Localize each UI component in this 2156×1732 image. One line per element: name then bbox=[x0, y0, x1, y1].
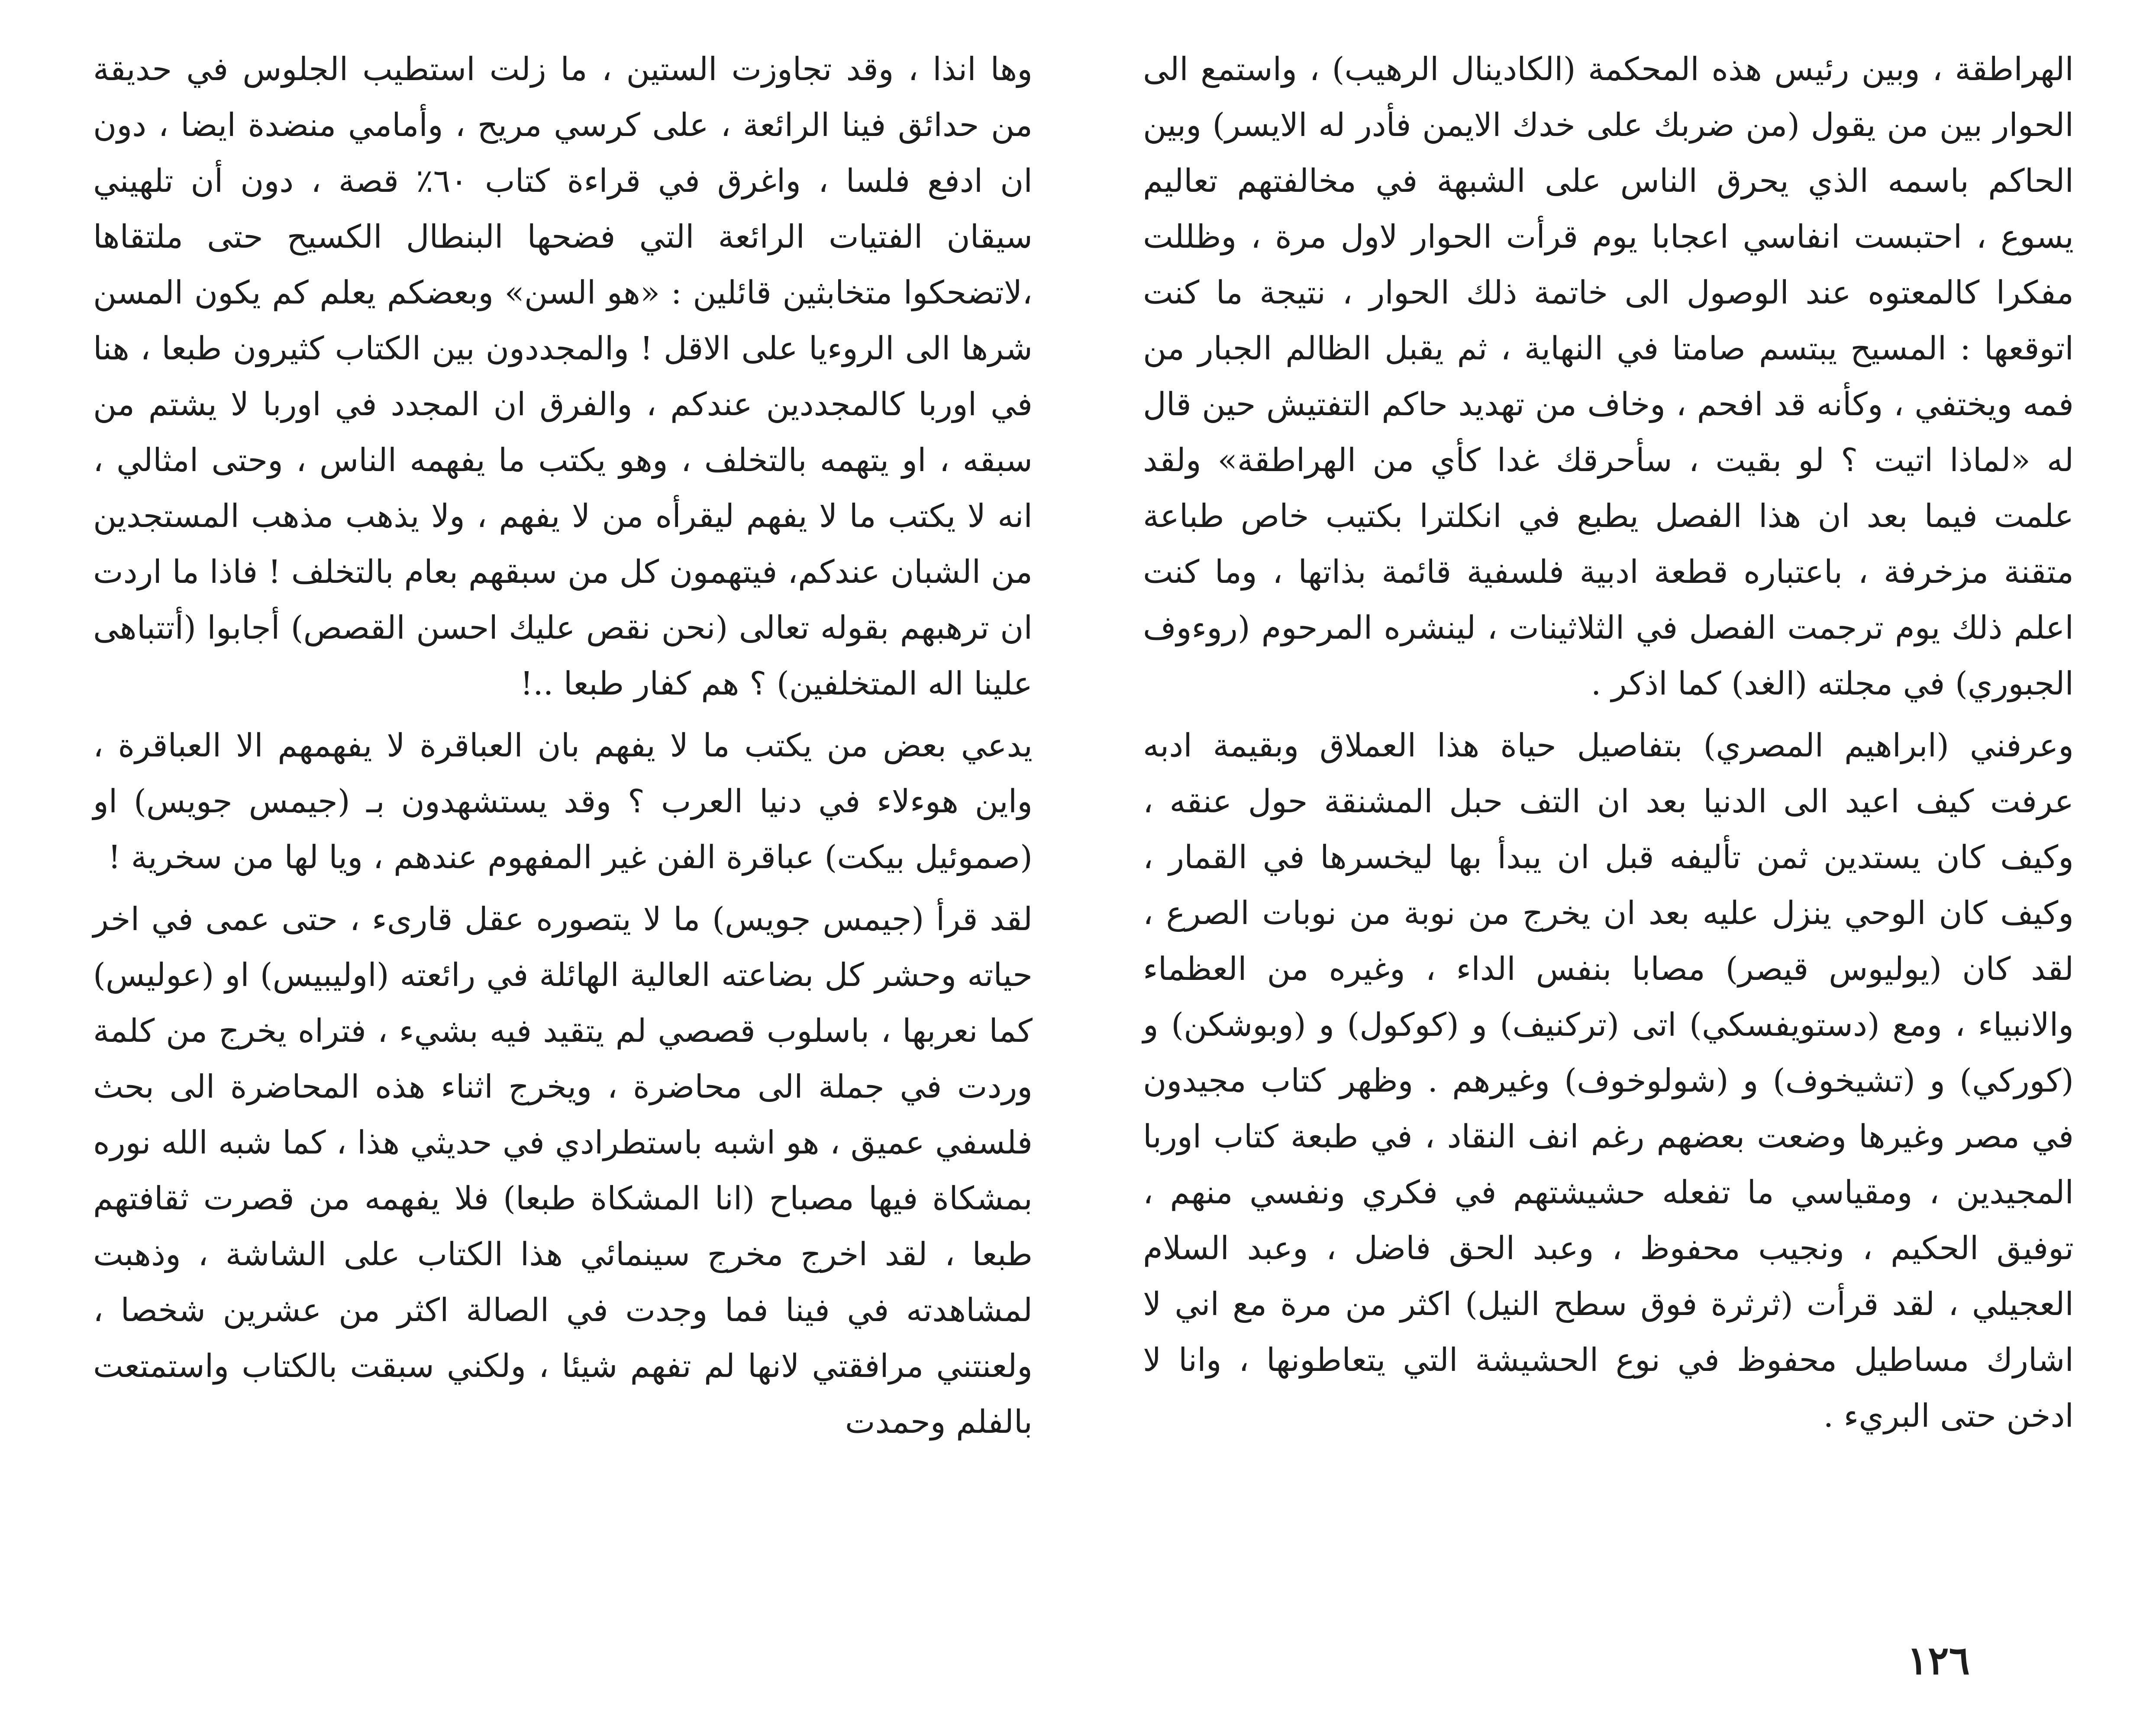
paragraph: لقد قرأ (جيمس جويس) ما لا يتصوره عقل قارىء ، حتى عمى في اخر حياته وحشر كل بضاعته العالية الهائلة في رائعته (اوليبيس) او (عوليس) كما نعربها ، باسلوب قصصي لم يتقيد فيه بشيء ، فتراه يخرج من كلمة وردت في جملة الى محاضرة ، ويخرج اثناء هذه المحاضرة الى بحث فلسفي عميق ، هو اشبه باستطرادي في حديثي هذا ، كما شبه الله نوره بمشكاة فيها مصباح (انا المشكاة طبعا) فلا يفهمه من قصرت ثقافتهم طبعا ، لقد اخرج مخرج سينمائي هذا الكتاب على الشاشة ، وذهبت لمشاهدته في فينا فما وجدت في الصالة اكثر من عشرين شخصا ، ولعنتني مرافقتي لانها لم تفهم شيئا ، ولكني سبقت بالكتاب واستمتعت بالفلم وحمدت bbox=[93, 901, 1033, 1441]
paragraph: الهراطقة ، وبين رئيس هذه المحكمة (الكادينال الرهيب) ، واستمع الى الحوار بين من يقول (من ضربك على خدك الايمن فأدر له الايسر) وبين الحاكم باسمه الذي يحرق الناس على الشبهة في مخالفتهم تعاليم يسوع ، احتبست انفاسي اعجابا يوم قرأت الحوار لاول مرة ، وظللت مفكرا كالمعتوه عند الوصول الى خاتمة ذلك الحوار ، نتيجة ما كنت اتوقعها : المسيح يبتسم صامتا في النهاية ، ثم يقبل الظالم الجبار من فمه ويختفي ، وكأنه قد افحم ، وخاف من تهديد حاكم التفتيش حين قال له «لماذا اتيت ؟ لو بقيت ، سأحرقك غدا كأي من الهراطقة» ولقد علمت فيما بعد ان هذا الفصل يطبع في انكلترا بكتيب خاص طباعة متقنة مزخرفة ، باعتباره قطعة ادبية فلسفية قائمة بذاتها ، وما كنت اعلم ذلك يوم ترجمت الفصل في الثلاثينات ، لينشره المرحوم (روءوف الجبوري) في مجلته (الغد) كما اذكر . bbox=[1143, 51, 2074, 702]
right-text-column bbox=[1143, 42, 2074, 1444]
paragraph: وعرفني (ابراهيم المصري) بتفاصيل حياة هذا العملاق وبقيمة ادبه عرفت كيف اعيد الى الدنيا بعد ان التف حبل المشنقة حول عنقه ، وكيف كان يستدين ثمن تأليفه قبل ان يبدأ بها ليخسرها في القمار ، وكيف كان الوحي ينزل عليه بعد ان يخرج من نوبة من نوبات الصرع ، لقد كان (يوليوس قيصر) مصابا بنفس الداء ، وغيره من العظماء والانبياء ، ومع (دستويفسكي) اتى (تركنيف) و (كوكول) و (وبوشكن) و (كوركي) و (تشيخوف) و (شولوخوف) وغيرهم . وظهر كتاب مجيدون في مصر وغيرها وضعت بعضهم رغم انف النقاد ، في طبعة كتاب اوربا المجيدين ، ومقياسي ما تفعله حشيشتهم في فكري ونفسي منهم ، توفيق الحكيم ، ونجيب محفوظ ، وعبد الحق فاضل ، وعبد السلام العجيلي ، لقد قرأت (ثرثرة فوق سطح النيل) اكثر من مرة مع اني لا اشارك مساطيل محفوظ في نوع الحشيشة التي يتعاطونها ، وانا لا ادخن حتى البريء . bbox=[1143, 727, 2074, 1435]
left-text-column bbox=[93, 42, 1033, 1450]
paragraph: يدعي بعض من يكتب ما لا يفهم بان العباقرة لا يفهمهم الا العباقرة ، واين هوءلاء في دنيا العرب ؟ وقد يستشهدون بـ (جيمس جويس) او (صموئيل بيكت) عباقرة الفن غير المفهوم عندهم ، ويا لها من سخرية ! bbox=[93, 727, 1033, 876]
page-number: ١٢٦ bbox=[1907, 1638, 1970, 1684]
paragraph: وها انذا ، وقد تجاوزت الستين ، ما زلت استطيب الجلوس في حديقة من حدائق فينا الرائعة ، على كرسي مريح ، وأمامي منضدة ايضا ، دون ان ادفع فلسا ، واغرق في قراءة كتاب ٦٠٪ قصة ، دون أن تلهيني سيقان الفتيات الرائعة التي فضحها البنطال الكسيح حتى ملتقاها ،لاتضحكوا متخابثين قائلين : «هو السن» وبعضكم يعلم كم يكون المسن شرها الى الروءيا على الاقل ! والمجددون بين الكتاب كثيرون طبعا ، هنا في اوربا كالمجددين عندكم ، والفرق ان المجدد في اوربا لا يشتم من سبقه ، او يتهمه بالتخلف ، وهو يكتب ما يفهمه الناس ، وحتى امثالي ، انه لا يكتب ما لا يفهم ليقرأه من لا يفهم ، ولا يذهب مذهب المستجدين من الشبان عندكم، فيتهمون كل من سبقهم بعام بالتخلف ! فاذا ما اردت ان ترهبهم بقوله تعالى (نحن نقص عليك احسن القصص) أجابوا (أتتباهى علينا اله المتخلفين) ؟ هم كفار طبعا ..! bbox=[93, 51, 1033, 702]
